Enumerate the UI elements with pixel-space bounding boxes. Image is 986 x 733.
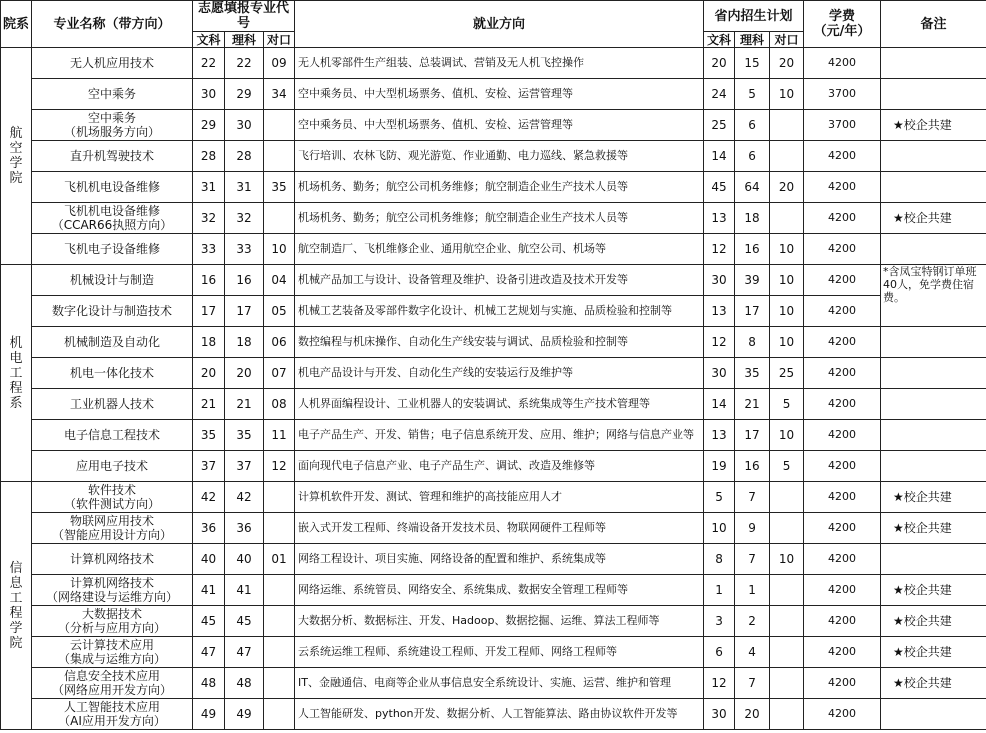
header-employment: 就业方向 [295,1,704,48]
code-wenke-cell: 20 [193,358,225,389]
major-cell: 空中乘务 [32,79,193,110]
code-duikou-cell [264,110,295,141]
employment-cell: 飞行培训、农林飞防、观光游览、作业通勤、电力巡线、紧急救援等 [295,141,704,172]
code-wenke-cell: 32 [193,203,225,234]
code-like-cell: 30 [225,110,264,141]
header-code-duikou: 对口 [264,32,295,48]
code-like-cell: 32 [225,203,264,234]
plan-like-cell: 20 [735,699,770,730]
table-row [1,79,986,110]
code-wenke-cell: 21 [193,389,225,420]
fee-cell: 3700 [804,79,881,110]
code-duikou-cell: 10 [264,234,295,265]
code-like-cell: 31 [225,172,264,203]
code-duikou-cell [264,637,295,668]
code-wenke-cell: 37 [193,451,225,482]
plan-like-cell: 1 [735,575,770,606]
note-cell: ★校企共建 [881,482,986,513]
table-row [1,420,986,451]
table-row [1,482,986,513]
note-cell: ★校企共建 [881,668,986,699]
fee-cell: 4200 [804,141,881,172]
note-cell [881,48,986,79]
header-plan-duikou: 对口 [770,32,804,48]
table-row [1,327,986,358]
plan-like-cell: 7 [735,544,770,575]
fee-cell: 4200 [804,637,881,668]
major-cell: 飞机机电设备维修 （CCAR66执照方向） [32,203,193,234]
note-cell: *含凤宝特钢订单班40人，免学费住宿费。 [881,265,986,327]
code-like-cell: 41 [225,575,264,606]
table-row [1,389,986,420]
header-code-group: 志愿填报专业代号 [193,1,295,32]
code-duikou-cell [264,141,295,172]
code-like-cell: 40 [225,544,264,575]
plan-like-cell: 64 [735,172,770,203]
code-wenke-cell: 30 [193,79,225,110]
plan-like-cell: 2 [735,606,770,637]
code-duikou-cell [264,513,295,544]
code-like-cell: 36 [225,513,264,544]
code-duikou-cell [264,203,295,234]
code-wenke-cell: 49 [193,699,225,730]
table-row [1,110,986,141]
plan-duikou-cell [770,513,804,544]
major-cell: 无人机应用技术 [32,48,193,79]
code-like-cell: 22 [225,48,264,79]
employment-cell: 电子产品生产、开发、销售；电子信息系统开发、应用、维护；网络与信息产业等 [295,420,704,451]
code-wenke-cell: 48 [193,668,225,699]
code-wenke-cell: 40 [193,544,225,575]
plan-duikou-cell: 10 [770,79,804,110]
employment-cell: 人机界面编程设计、工业机器人的安装调试、系统集成等生产技术管理等 [295,389,704,420]
note-cell: ★校企共建 [881,637,986,668]
plan-wenke-cell: 10 [704,513,735,544]
plan-duikou-cell [770,141,804,172]
header-note: 备注 [881,1,986,48]
code-duikou-cell: 11 [264,420,295,451]
fee-cell: 4200 [804,234,881,265]
note-cell: ★校企共建 [881,606,986,637]
code-wenke-cell: 47 [193,637,225,668]
table-row [1,513,986,544]
dept-name: 信息工程学院 [9,560,23,651]
code-wenke-cell: 41 [193,575,225,606]
header-row-top [1,1,986,32]
fee-cell: 4200 [804,513,881,544]
fee-cell: 4200 [804,265,881,296]
plan-like-cell: 21 [735,389,770,420]
major-cell: 应用电子技术 [32,451,193,482]
plan-duikou-cell [770,575,804,606]
table-row [1,575,986,606]
plan-duikou-cell [770,606,804,637]
table-row [1,141,986,172]
plan-like-cell: 7 [735,668,770,699]
plan-duikou-cell: 20 [770,172,804,203]
fee-cell: 4200 [804,203,881,234]
employment-cell: 机场机务、勤务；航空公司机务维修；航空制造企业生产技术人员等 [295,203,704,234]
table-row [1,637,986,668]
plan-like-cell: 4 [735,637,770,668]
plan-duikou-cell: 10 [770,420,804,451]
plan-wenke-cell: 19 [704,451,735,482]
code-duikou-cell: 35 [264,172,295,203]
table-row [1,451,986,482]
plan-wenke-cell: 6 [704,637,735,668]
code-duikou-cell: 34 [264,79,295,110]
employment-cell: 无人机零部件生产组装、总装调试、营销及无人机飞控操作 [295,48,704,79]
plan-wenke-cell: 12 [704,234,735,265]
note-cell [881,234,986,265]
note-cell [881,141,986,172]
employment-cell: 空中乘务员、中大型机场票务、值机、安检、运营管理等 [295,79,704,110]
plan-wenke-cell: 25 [704,110,735,141]
note-cell: ★校企共建 [881,203,986,234]
employment-cell: 机械工艺装备及零部件数字化设计、机械工艺规划与实施、品质检验和控制等 [295,296,704,327]
table-row [1,668,986,699]
plan-like-cell: 15 [735,48,770,79]
major-cell: 计算机网络技术 （网络建设与运维方向） [32,575,193,606]
plan-duikou-cell: 10 [770,327,804,358]
plan-wenke-cell: 20 [704,48,735,79]
code-like-cell: 17 [225,296,264,327]
code-wenke-cell: 36 [193,513,225,544]
plan-wenke-cell: 30 [704,699,735,730]
major-cell: 工业机器人技术 [32,389,193,420]
major-cell: 飞机电子设备维修 [32,234,193,265]
employment-cell: 机电产品设计与开发、自动化生产线的安装运行及维护等 [295,358,704,389]
plan-wenke-cell: 5 [704,482,735,513]
dept-name: 机电工程系 [9,335,23,411]
plan-wenke-cell: 12 [704,327,735,358]
plan-wenke-cell: 45 [704,172,735,203]
code-wenke-cell: 33 [193,234,225,265]
plan-wenke-cell: 30 [704,265,735,296]
plan-wenke-cell: 13 [704,203,735,234]
fee-cell: 4200 [804,668,881,699]
plan-duikou-cell [770,668,804,699]
table-body [1,48,986,730]
fee-cell: 4200 [804,358,881,389]
plan-like-cell: 16 [735,451,770,482]
major-cell: 机械制造及自动化 [32,327,193,358]
header-plan-wenke: 文科 [704,32,735,48]
code-duikou-cell [264,482,295,513]
table-row [1,544,986,575]
code-wenke-cell: 22 [193,48,225,79]
note-cell [881,172,986,203]
table-row [1,358,986,389]
note-cell [881,358,986,389]
header-code-like: 理科 [225,32,264,48]
employment-cell: 云系统运维工程师、系统建设工程师、开发工程师、网络工程师等 [295,637,704,668]
plan-wenke-cell: 13 [704,296,735,327]
code-duikou-cell: 06 [264,327,295,358]
plan-duikou-cell: 5 [770,389,804,420]
fee-cell: 4200 [804,544,881,575]
code-duikou-cell: 08 [264,389,295,420]
note-cell [881,544,986,575]
note-cell: ★校企共建 [881,110,986,141]
plan-duikou-cell: 10 [770,265,804,296]
table-row [1,606,986,637]
code-like-cell: 20 [225,358,264,389]
note-cell: ★校企共建 [881,513,986,544]
code-wenke-cell: 45 [193,606,225,637]
employment-cell: 网络运维、系统管员、网络安全、系统集成、数据安全管理工程师等 [295,575,704,606]
table-row [1,296,986,327]
employment-cell: 人工智能研发、python开发、数据分析、人工智能算法、路由协议软件开发等 [295,699,704,730]
plan-like-cell: 5 [735,79,770,110]
employment-cell: 空中乘务员、中大型机场票务、值机、安检、运营管理等 [295,110,704,141]
plan-wenke-cell: 14 [704,141,735,172]
note-cell [881,420,986,451]
employment-cell: 数控编程与机床操作、自动化生产线安装与调试、品质检验和控制等 [295,327,704,358]
code-like-cell: 33 [225,234,264,265]
major-cell: 电子信息工程技术 [32,420,193,451]
plan-wenke-cell: 3 [704,606,735,637]
plan-wenke-cell: 24 [704,79,735,110]
code-wenke-cell: 31 [193,172,225,203]
employment-cell: 机械产品加工与设计、设备管理及维护、设备引进改造及技术开发等 [295,265,704,296]
code-like-cell: 49 [225,699,264,730]
dept-cell [1,482,32,730]
plan-duikou-cell: 25 [770,358,804,389]
code-like-cell: 48 [225,668,264,699]
plan-like-cell: 6 [735,110,770,141]
employment-cell: 大数据分析、数据标注、开发、Hadoop、数据挖掘、运维、算法工程师等 [295,606,704,637]
fee-cell: 4200 [804,482,881,513]
major-cell: 大数据技术 （分析与应用方向） [32,606,193,637]
code-duikou-cell: 09 [264,48,295,79]
code-like-cell: 16 [225,265,264,296]
plan-wenke-cell: 1 [704,575,735,606]
major-cell: 机电一体化技术 [32,358,193,389]
note-cell [881,451,986,482]
employment-cell: 面向现代电子信息产业、电子产品生产、调试、改造及维修等 [295,451,704,482]
code-wenke-cell: 16 [193,265,225,296]
code-duikou-cell [264,668,295,699]
fee-cell: 4200 [804,48,881,79]
code-duikou-cell: 05 [264,296,295,327]
fee-cell: 4200 [804,296,881,327]
plan-duikou-cell [770,110,804,141]
major-cell: 空中乘务 （机场服务方向） [32,110,193,141]
code-duikou-cell: 01 [264,544,295,575]
header-plan-like: 理科 [735,32,770,48]
employment-cell: 嵌入式开发工程师、终端设备开发技术员、物联网硬件工程师等 [295,513,704,544]
code-wenke-cell: 17 [193,296,225,327]
dept-cell [1,265,32,482]
table-row [1,172,986,203]
code-like-cell: 29 [225,79,264,110]
dept-name: 航空学院 [9,126,23,186]
code-wenke-cell: 28 [193,141,225,172]
code-like-cell: 47 [225,637,264,668]
header-fee: 学费 （元/年） [804,1,881,48]
code-duikou-cell [264,575,295,606]
plan-duikou-cell [770,637,804,668]
code-like-cell: 28 [225,141,264,172]
fee-cell: 4200 [804,606,881,637]
employment-cell: 网络工程设计、项目实施、网络设备的配置和维护、系统集成等 [295,544,704,575]
plan-duikou-cell: 20 [770,48,804,79]
fee-cell: 4200 [804,327,881,358]
plan-duikou-cell [770,699,804,730]
table-row [1,265,986,296]
note-cell [881,327,986,358]
plan-wenke-cell: 30 [704,358,735,389]
note-cell: ★校企共建 [881,575,986,606]
plan-wenke-cell: 12 [704,668,735,699]
header-plan-group: 省内招生计划 [704,1,804,32]
table-row [1,203,986,234]
fee-cell: 4200 [804,389,881,420]
code-duikou-cell [264,699,295,730]
note-cell [881,389,986,420]
plan-like-cell: 39 [735,265,770,296]
code-wenke-cell: 18 [193,327,225,358]
major-cell: 信息安全技术应用 （网络应用开发方向） [32,668,193,699]
code-like-cell: 37 [225,451,264,482]
code-duikou-cell: 04 [264,265,295,296]
major-cell: 机械设计与制造 [32,265,193,296]
code-wenke-cell: 42 [193,482,225,513]
fee-cell: 3700 [804,110,881,141]
code-wenke-cell: 29 [193,110,225,141]
plan-wenke-cell: 8 [704,544,735,575]
code-duikou-cell: 07 [264,358,295,389]
fee-cell: 4200 [804,172,881,203]
plan-like-cell: 18 [735,203,770,234]
plan-like-cell: 8 [735,327,770,358]
plan-duikou-cell [770,482,804,513]
code-like-cell: 42 [225,482,264,513]
note-cell [881,79,986,110]
plan-wenke-cell: 13 [704,420,735,451]
header-dept: 院系 [1,1,32,48]
plan-like-cell: 17 [735,296,770,327]
plan-duikou-cell: 10 [770,296,804,327]
fee-cell: 4200 [804,699,881,730]
plan-like-cell: 16 [735,234,770,265]
major-cell: 计算机网络技术 [32,544,193,575]
plan-like-cell: 35 [735,358,770,389]
fee-cell: 4200 [804,420,881,451]
code-like-cell: 35 [225,420,264,451]
fee-cell: 4200 [804,575,881,606]
major-cell: 人工智能技术应用 （AI应用开发方向） [32,699,193,730]
employment-cell: 机场机务、勤务；航空公司机务维修；航空制造企业生产技术人员等 [295,172,704,203]
major-cell: 数字化设计与制造技术 [32,296,193,327]
plan-like-cell: 17 [735,420,770,451]
plan-duikou-cell: 5 [770,451,804,482]
code-duikou-cell [264,606,295,637]
table-row [1,699,986,730]
table-row [1,48,986,79]
header-major: 专业名称（带方向） [32,1,193,48]
plan-wenke-cell: 14 [704,389,735,420]
employment-cell: IT、金融通信、电商等企业从事信息安全系统设计、实施、运营、维护和管理 [295,668,704,699]
table-row [1,234,986,265]
plan-like-cell: 7 [735,482,770,513]
dept-cell [1,48,32,265]
plan-duikou-cell [770,203,804,234]
plan-duikou-cell: 10 [770,234,804,265]
major-cell: 直升机驾驶技术 [32,141,193,172]
code-duikou-cell: 12 [264,451,295,482]
plan-like-cell: 9 [735,513,770,544]
code-wenke-cell: 35 [193,420,225,451]
code-like-cell: 45 [225,606,264,637]
major-cell: 软件技术 （软件测试方向） [32,482,193,513]
employment-cell: 计算机软件开发、测试、管理和维护的高技能应用人才 [295,482,704,513]
header-code-wenke: 文科 [193,32,225,48]
major-cell: 物联网应用技术 （智能应用设计方向） [32,513,193,544]
note-cell [881,699,986,730]
plan-like-cell: 6 [735,141,770,172]
major-cell: 云计算技术应用 （集成与运维方向） [32,637,193,668]
code-like-cell: 18 [225,327,264,358]
plan-duikou-cell: 10 [770,544,804,575]
employment-cell: 航空制造厂、飞机维修企业、通用航空企业、航空公司、机场等 [295,234,704,265]
major-cell: 飞机机电设备维修 [32,172,193,203]
fee-cell: 4200 [804,451,881,482]
code-like-cell: 21 [225,389,264,420]
